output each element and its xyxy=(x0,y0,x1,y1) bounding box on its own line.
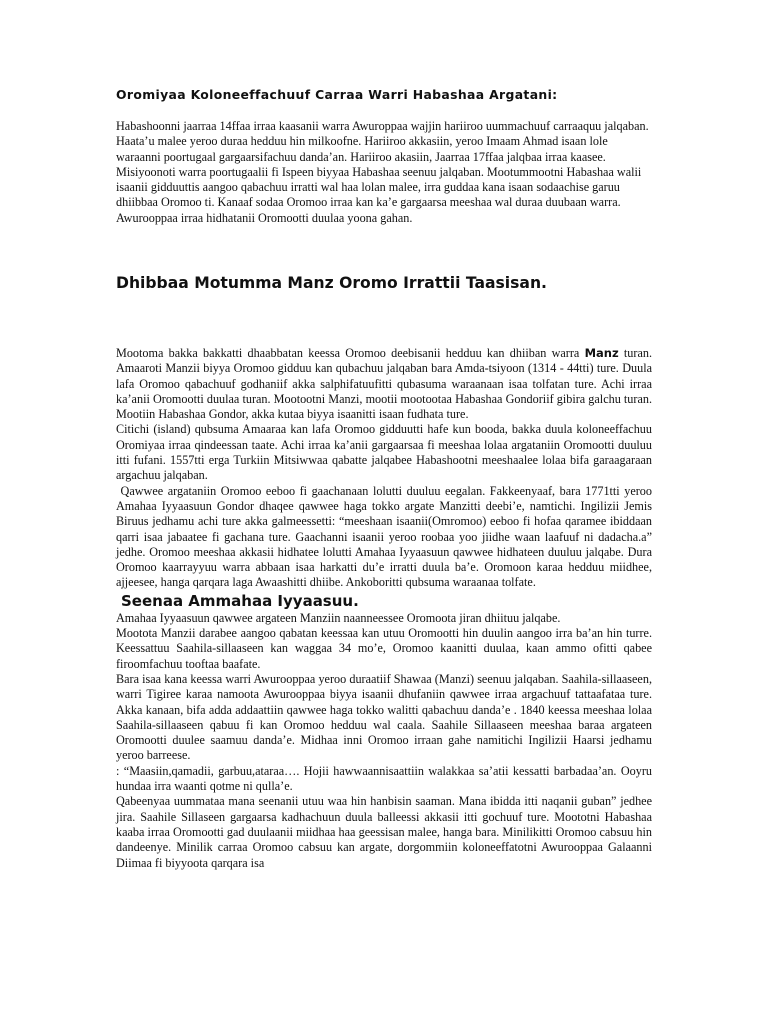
manz-text-after: turan. Amaaroti Manzii biyya Oromoo gidduu kan qubachuu jalqaban bara Amda-tsiyoon (1314 - 44tti) ture. Duula lafa Oromoo qabachuuf godhaniif akka salphifatuufitti qubasuma waraanaan isaa tolfatan ture. Achi irraa ka’anii Oromootti duulaa turan. Mootootni Manzi, mootii mootootaa Habashaa Gondoriif gibira galchu turan. Mootiin Habashaa Gondor, akka kutaa biyya isaanitti isaan fudhata ture. xyxy=(116,346,652,422)
manz-text-before: Mootoma bakka bakkatti dhaabbatan keessa Oromoo deebisanii hedduu kan dhiiban warra xyxy=(116,346,585,360)
paragraph-seenaa-4: : “Maasiin,qamadii, garbuu,ataraa…. Hojii hawwaannisaattiin walakkaa sa’atii kessatti barbadaa’an. Ooyru hundaa irra waanti qotme ni qulla’e. xyxy=(116,763,652,794)
section-heading-colonial: Oromiyaa Koloneeffachuuf Carraa Warri Habashaa Argatani: xyxy=(116,87,558,102)
paragraph-seenaa-5: Qabeenyaa uummataa mana seenanii utuu waa hin hanbisin saaman. Mana ibidda itti naqanii guban” jedhee jira. Saahile Sillaseen gargaarsa kadhachuun duula balleessi akkasii itti gochuuf ture. Moototni Habashaa kaaba irraa Oromootti gad duulaanii miidhaa haa geessisan malee, hanga bara. Minilikitti Oromoo cabsuu hin dandeenye. Minilik carraa Oromoo cabsuu kan argate, dorgommiin koloneeffatotni Awurooppaa Galaanni Diimaa fi biyyoota qarqara isa xyxy=(116,794,652,870)
document-body xyxy=(116,346,656,871)
section-heading-seenaa: Seenaa Ammahaa Iyyaasuu. xyxy=(121,591,359,610)
manz-bold-word: Manz xyxy=(584,346,619,360)
paragraph-manz xyxy=(116,346,652,422)
paragraph-qawwee: Qawwee argataniin Oromoo eeboo fi gaachanaan lolutti duuluu eegalan. Fakkeenyaaf, bara 1771tti yeroo Amahaa Iyyaasuun Gondor dhaqee qawwee haga tokko argate Manzitti deebi’e, namtichi. Ingilizii Jemis Biruus jedhamu achi ture akka galmeessetti: “meeshaan isaanii(Omromoo) eeboo fi hofaa qaramee ibiddaan qarri isaa jabaatee fi gachana ture. Gaachanni isaanii yeroo roobaa yoo jiidhe waan laafuuf ni dadacha.a” jedhe. Oromoo meeshaa akkasii hidhatee lolutti Amahaa Iyyaasuun qawwee hidhateen duuluu jalqabe. Dura Oromoo kaarrayyuu warra abbaan isaa harkatti du’e irratti duula ba’e. Oromoon karaa hedduu miidhee, ajjeesee, hanga qarqara laga Awaashitti dhiibe. Ankoboritti qubsuma waraanaa tolfate. xyxy=(116,483,656,590)
paragraph-seenaa-2: Mootota Manzii darabee aangoo qabatan keessaa kan utuu Oromootti hin duulin aangoo irra ba’an hin turre. Keessattuu Saahila-sillaaseen kan waggaa 34 mo’e, Oromoo kaanitti duulaa, kaan ammo ofitti qabee firoomfachuu tooftaa baafate. xyxy=(116,626,652,671)
paragraph-seenaa-3: Bara isaa kana keessa warri Awurooppaa yeroo duraatiif Shawaa (Manzi) seenuu jalqaban. Saahila-sillaaseen, warri Tigiree karaa namoota Awurooppaa biyya isaanii dhufaniin qawwee irraa argachuuf tattaafataa ture. Akka kanaan, bifa adda addaattiin qawwee haga tokko walitti qabachuu danda’e . 1840 keessa meeshaa lolaa Saahila-sillaaseen qabuu fi kan Oromoo hedduu wal caala. Saahile Sillaaseen meeshaa baraa argateen Oromootti duulee saamuu danda’e. Midhaa inni Oromoo irraan gahe namitichi Ingilizii Haarsi jedhamu yeroo barreese. xyxy=(116,671,652,763)
paragraph-seenaa-1: Amahaa Iyyaasuun qawwee argateen Manziin naanneessee Oromoota jiran dhiituu jalqabe. xyxy=(116,610,561,625)
paragraph-citichi: Citichi (island) qubsuma Amaaraa kan lafa Oromoo gidduutti hafe kun booda, bakka duula koloneeffachuu Oromiyaa irraa qindeessan taate. Achi irraa ka’anii gargaarsaa fi meeshaa lolaa argataniin Oromootti duuluu itti fufani. 1557tti erga Turkiin Mitsiwwaa qabatte jalqabee Habashootni meeshaalee lolaa bifa garaagaraan argachuu jalqaban. xyxy=(116,422,652,483)
paragraph-colonial: Habashoonni jaarraa 14ffaa irraa kaasanii warra Awuroppaa wajjin hariiroo uummachuuf carraaquu jalqaban. Haata’u malee yeroo duraa hedduu hin milkoofne. Hariiroo akkasiin, yeroo Imaam Ahmad isaan lole waraanni poortugaal gargaarsifachuu danda’an. Hariiroo akasiin, Jaarraa 17ffaa jalqbaa irraa kaasee. Misiyoonoti warra poortugaalii fi Ispeen biyyaa Habashaa seenuu jalqaban. Mootummootni Habashaa walii isaanii gidduuttis aangoo qabachuu irratti wal haa lolan malee, irra guddaa kana isaan sodaachise garuu dhiibbaa Oromoo ti. Kanaaf sodaa Oromoo irraa kan ka’e gargaarsa meeshaa wal duraa duubaan warra. Awurooppaa irraa hidhatanii Oromootti duulaa yoona gahan. xyxy=(116,119,649,225)
section-heading-manz: Dhibbaa Motumma Manz Oromo Irrattii Taasisan. xyxy=(116,274,547,292)
